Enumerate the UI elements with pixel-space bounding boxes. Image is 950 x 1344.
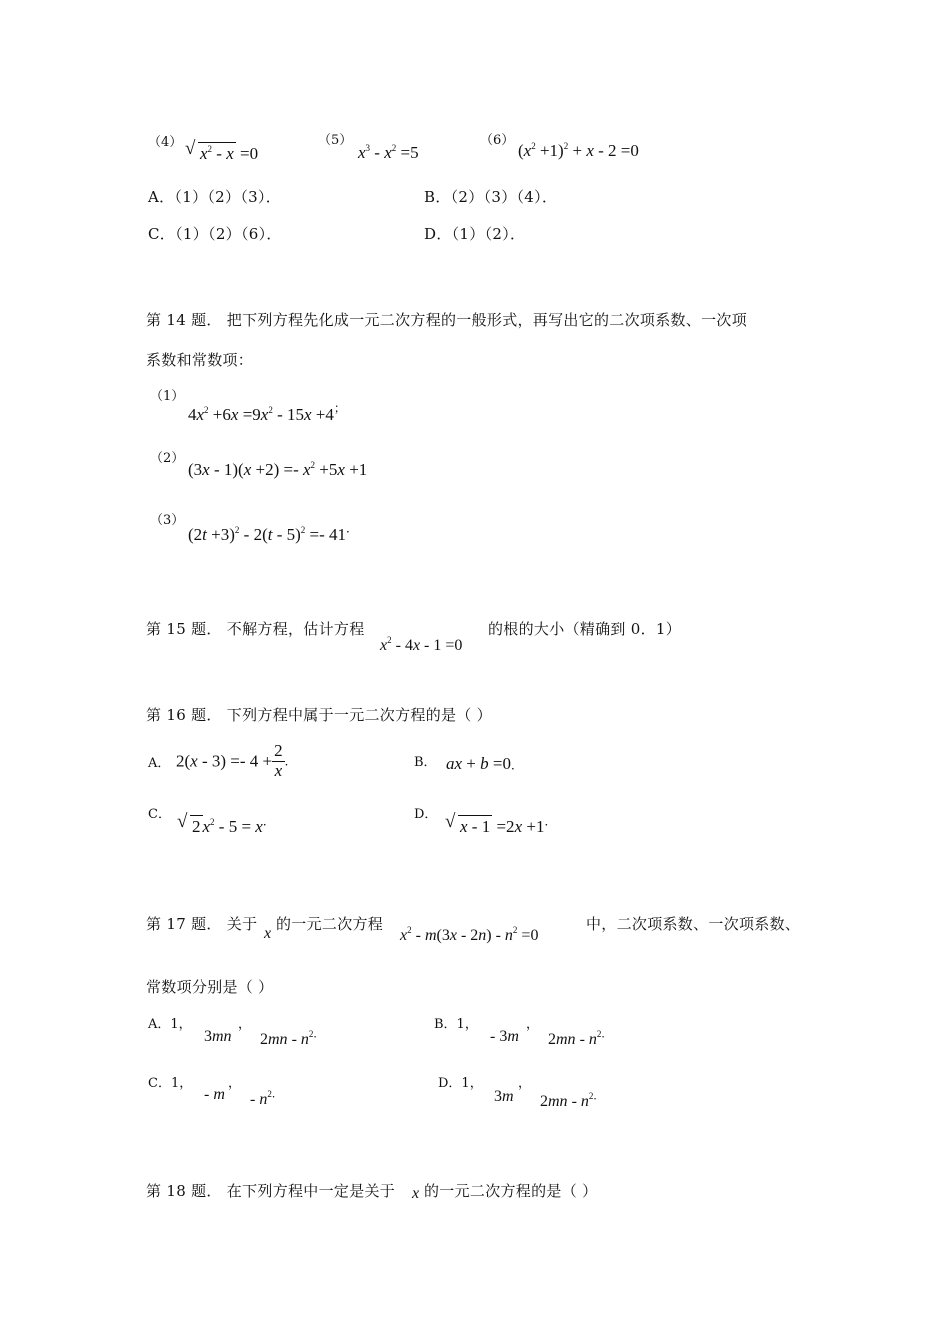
q17-option-a-dot: ． (313, 1028, 325, 1040)
q17-stem-mid: 的一元二次方程 (276, 915, 384, 933)
q17-option-a-value2: $2mn - n^{2.}$ (260, 1028, 325, 1048)
q16-option-b-dot: ． (510, 758, 523, 772)
q17-option-d-value1: 3m (494, 1088, 514, 1105)
q18-var-x: x (412, 1185, 420, 1202)
q16-label-b: B． (414, 755, 437, 770)
q16-label-a: A． (148, 756, 171, 771)
q14-equation-2: $(3x - 1)(x +2) =- x^2 +5x +1$ (188, 460, 368, 479)
q16-option-a-dot: ． (284, 754, 297, 769)
equation-5: $x^3 - x^2 =5$ (358, 143, 419, 162)
q16-option-a-equation: 2(x - 3) =- 4 + $\frac{2}{x}$ ． (176, 741, 297, 780)
q17-option-c-value1: - m (204, 1086, 225, 1103)
q14-stem-line2: 系数和常数项： (146, 351, 254, 369)
q17-label-b: B．1， (434, 1017, 478, 1032)
q15-equation: $x^2 - 4x - 1 =0$ (380, 635, 463, 654)
q14-label-3: （3） (150, 513, 185, 528)
q16-label-d: D． (414, 807, 438, 822)
q14-equation-1: $4x^2 +6x =9x^2 - 15x +4^;$ (188, 401, 346, 424)
q17-stem-suffix: 中，二次项系数、一次项系数、 (586, 915, 801, 933)
q17-label-c: C．1， (148, 1076, 193, 1091)
q18-stem-suffix: 的一元二次方程的是（ ） (424, 1182, 598, 1200)
q17-stem-prefix: 第 17 题． 关于 (146, 915, 258, 933)
q13-option-b: B．（2）（3）（4）． (424, 188, 558, 206)
q14-eq3-punct: ． (346, 521, 359, 535)
equation-6: $(x^2 +1)^2 + x - 2 =0$ (518, 141, 639, 160)
q13-option-c: C．（1）（2）（6）． (148, 225, 282, 243)
q15-stem-prefix: 第 15 题． 不解方程，估计方程 (146, 620, 365, 638)
q17-option-c-comma: ， (228, 1076, 242, 1091)
q16-option-c-dot: ． (262, 814, 275, 828)
q17-option-d-value2: $2mn - n^{2.}$ (540, 1090, 605, 1110)
item-label-6: （6） (480, 133, 515, 148)
q14-label-1: （1） (150, 389, 185, 404)
q17-option-b-value2: $2mn - n^{2.}$ (548, 1028, 613, 1048)
q13-option-d: D．（1）（2）． (424, 225, 526, 243)
q17-label-d: D．1， (438, 1076, 483, 1091)
q17-var-x: x (264, 925, 272, 942)
q16-option-b-equation: ax + b =0． (446, 754, 523, 773)
q17-option-a-comma: ， (238, 1017, 252, 1032)
q16-option-d-dot: ． (544, 814, 557, 828)
q17-equation: $x^2 - m(3x - 2n) - n^2 =0$ (400, 925, 539, 944)
q14-eq1-punct: ； (333, 401, 346, 415)
q16-option-d-equation: √ x - 1 =2x +1． (446, 815, 556, 835)
q15-stem-suffix: 的根的大小（精确到 0．1） (488, 620, 682, 638)
q17-option-a-value1: 3mn (204, 1028, 232, 1045)
q17-option-b-value1: - 3m (490, 1028, 519, 1045)
item-label-5: （5） (318, 133, 353, 148)
q13-option-a: A．（1）（2）（3）． (148, 188, 282, 206)
q16-stem: 第 16 题． 下列方程中属于一元二次方程的是（ ） (146, 706, 492, 724)
q17-label-a: A．1， (148, 1017, 192, 1032)
q17-option-c-dot: ． (271, 1088, 283, 1100)
q17-option-b-comma: ， (526, 1017, 540, 1032)
q14-stem-line1: 第 14 题． 把下列方程先化成一元二次方程的一般形式，再写出它的二次项系数、一次项 (146, 311, 747, 329)
q16-label-c: C． (148, 807, 171, 822)
q14-equation-3: $(2t +3)^2 - 2(t - 5)^2 =- 41^.$ (188, 521, 359, 544)
equation-4: √ $x^2 - x =0$ (186, 142, 258, 162)
q17-option-d-comma: ， (518, 1076, 532, 1091)
q17-option-c-value2: - $n^{2.}$ (250, 1088, 283, 1108)
q17-option-d-dot: ． (593, 1090, 605, 1102)
q17-option-b-dot: ． (601, 1028, 613, 1040)
q16-option-c-equation: √ 2 $x^2 - 5 = x^.$ (178, 815, 275, 835)
q17-stem-line2: 常数项分别是（ ） (146, 978, 274, 996)
q14-label-2: （2） (150, 451, 185, 466)
q18-stem-prefix: 第 18 题． 在下列方程中一定是关于 (146, 1182, 396, 1200)
item-label-4: （4） (148, 135, 183, 150)
